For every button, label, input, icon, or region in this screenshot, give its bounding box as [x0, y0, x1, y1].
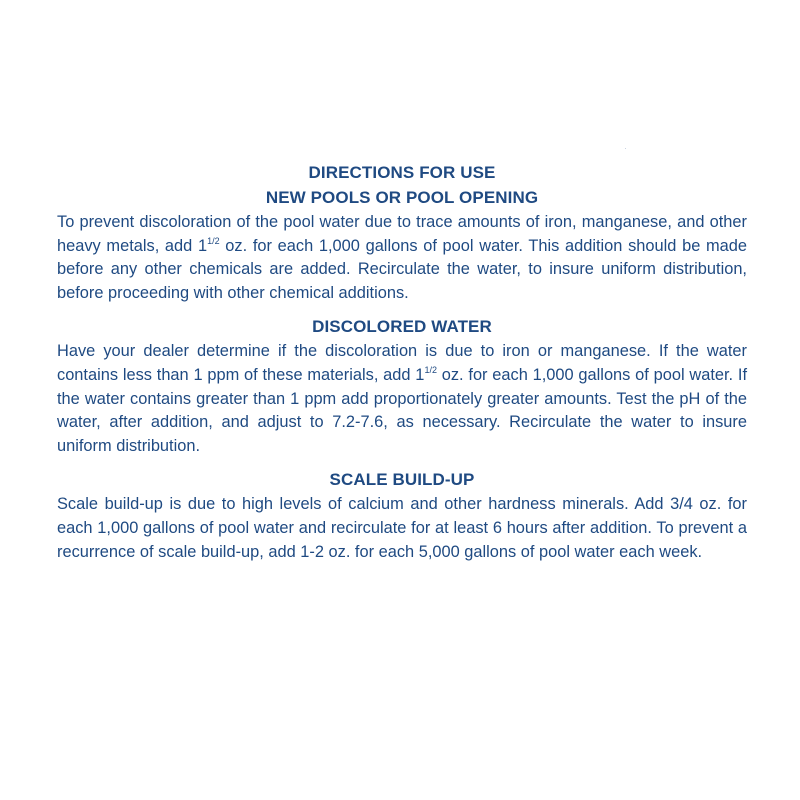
- paragraph-text: Have your dealer determine if the discoloration is due to iron or manganese. If the water contains less than 1 ppm of these materials, add 1: [57, 342, 747, 384]
- heading-scale-build-up: SCALE BUILD-UP: [329, 470, 475, 490]
- dust-speck: [625, 148, 626, 149]
- fraction-superscript: 1/2: [424, 364, 437, 375]
- heading-new-pools: NEW POOLS OR POOL OPENING: [265, 188, 539, 207]
- heading-discolored-water: DISCOLORED WATER: [312, 317, 492, 337]
- title-directions-for-use: DIRECTIONS FOR USE: [308, 163, 496, 182]
- directions-document: [57, 160, 747, 564]
- paragraph-scale-build-up: Scale build-up is due to high levels of calcium and other hardness minerals. Add 3/4 oz. for each 1,000 gallons of pool water and recirculate for at least 6 hours after addition. To prevent a recurrence of scale build-up, add 1-2 oz. for each 5,000 gallons of pool water each week.: [57, 495, 747, 561]
- paragraph-discolored-water: [57, 340, 747, 458]
- title-block: [57, 160, 747, 210]
- paragraph-text: oz. for each 1,000 gallons of pool water. This addition should be made before any other chemicals are added. Recirculate the water, to insure uniform distribution, before proceeding with other chemical additions.: [57, 236, 747, 302]
- paragraph-text: To prevent discoloration of the pool water due to trace amounts of iron, manganese, and other heavy metals, add 1: [57, 213, 747, 255]
- fraction-superscript: 1/2: [207, 235, 220, 246]
- paragraph-text: oz. for each 1,000 gallons of pool water. If the water contains greater than 1 ppm add proportionately greater amounts. Test the pH of the water, after addition, and adjust to 7.2-7.6, as necessary. Recirculate the water to insure uniform distribution.: [57, 365, 747, 455]
- paragraph-new-pools: [57, 211, 747, 305]
